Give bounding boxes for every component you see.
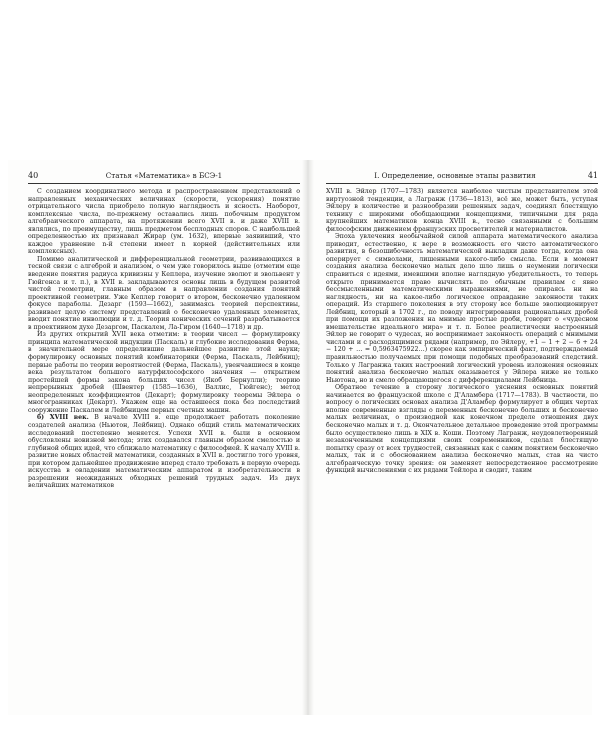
- running-head: Статья «Математика» в БСЭ-1: [105, 171, 223, 180]
- paragraph: Помимо аналитической и дифференциальной геометрии, развивающихся в тесной связи с алгеброй и анализом, о чем уже говорилось выше (отметим еще введение понятия радиуса кривизны у Кеплера, изучение эволют и эвольвент у Гюйгенса и т. п.), в XVII в. закладываются основы лишь в будущем развитой чистой геометрии, главным образом в направлении создания понятий проективной геометрии. Уже Кеплер говорит о втором, бесконечно удаленном фокусе параболы. Дезарг (1593—1662), занимаясь теорией перспективы, развивает целую систему представлений о бесконечно удаленных элементах, вводит понятие инволюции и т. д. Теория конических сечений разрабатывается в проективном духе Дезаргом, Паскалем, Ла-Гиром (1640—1718) и др.: [28, 255, 300, 331]
- right-page: [326, 170, 598, 475]
- paragraph: Эпоха увлечения необычайной силой аппарата математического анализа приводит, естественно, к вере в возможность его чисто автоматического развития, в безошибочность математической выкладки даже тогда, когда она оперирует с символами, лишенными какого-либо смысла. Если в момент создания анализа бесконечно малых дело шло лишь о неумении логически справиться с идеями, имевшими вполне наглядную убедительность, то теперь открыто принимается право вычислять по обычным правилам с явно бессмысленными математическими выражениями, не опираясь ни на наглядность, ни на какое-либо логическое оправдание законности таких операций. Из старшего поколения в эту сторону все больше эволюционирует Лейбниц, который в 1702 г., по поводу интегрирования рациональных дробей при помощи их разложения на мнимые простые дроби, говорит о «чудесном вмешательстве идеального мира» и т. п. Более реалистически настроенный Эйлер не говорит о чудесах, но воспринимает законность операций с мнимыми числами и с расходящимися рядами (например, по Эйлеру, +1 − 1 + 2 − 6 + 24 − 120 + … = 0,5963475922…) скорее как эмпирический факт, подтверждаемый правильностью получаемых при помощи подобных преобразований следствий. Только у Лагранжа таких настроений логический уровень изложения основных понятий анализа бесконечно малых оказывается у Эйлера ниже не только Ньютона, но и смело обращающегося с дифференциалами Лейбница.: [326, 233, 598, 384]
- left-page-body: [28, 188, 300, 490]
- header-rule: [326, 183, 598, 184]
- page-number: 40: [28, 171, 39, 180]
- paragraph: XVIII в. Эйлер (1707—1783) является наиболее чистым представителем этой виртуозной тенденции, а Лагранж (1736—1813), всё же, может быть, уступая Эйлеру в количестве и разнообразии решенных задач, соединял блестящую технику с широкими обобщающими концепциями, типичными для ряда крупнейших математиков конца XVIII в., тесно связанными с большим философским движением французских просветителей и материалистов.: [326, 188, 598, 233]
- paragraph: С созданием координатного метода и распространением представлений о направленных механических величинах (скорости, ускорения) понятие отрицательного числа приобрело полную наглядность и ясность. Наоборот, комплексные числа, по-прежнему оставались лишь побочным продуктом алгебраического аппарата, на протяжении всего XVII в. и даже XVIII в. являлись, по преимуществу, лишь предметом бесплодных споров. С наибольшей определенностью их признавал Жирар (ум. 1632), впервые заявивший, что каждое уравнение n-й степени имеет n корней (действительных или комплексных).: [28, 188, 300, 256]
- paragraph: [28, 414, 300, 489]
- header-rule: [28, 183, 300, 184]
- section-heading: б) XVIII век.: [37, 414, 89, 422]
- paragraph: Из других открытий XVII века отметим: в теории чисел — формулировку принципа математической индукции (Паскаль) и глубокие исследования Ферма, в значительной мере определившие дальнейшее развитие этой науки; формулировку основных понятий комбинаторики (Ферма, Паскаль, Лейбниц); первые работы по теории вероятностей (Ферма, Паскаль), увенчавшиеся в конце века результатом большого натурфилософского значения — открытием простейшей формы закона больших чисел (Якоб Бернулли); теорию непрерывных дробей (Швентер (1585—1636), Валлис, Гюйгенс); метод неопределенных коэффициентов (Декарт); формулировку теоремы Эйлера о многогранниках (Декарт). Укажем еще на оставшееся пока без последствий сооружение Паскалем и Лейбницем первых счетных машин.: [28, 331, 300, 414]
- left-page: [28, 170, 300, 490]
- paragraph: Обратное течение в сторону логического уяснения основных понятий начинается во французской школе с Д'Аламбера (1717—1783). В частности, по вопросу о логических основах анализа Д'Аламбер формулирует в общих чертах вполне современные взгляды о переменных бесконечно больших и бесконечно малых величинах, о производной как конечном пределе отношения двух бесконечно малых и т. д. Окончательное детальное проведение этой программы было осуществлено лишь в XIX в. Коши. Поэтому Лагранж, неудовлетворенный незаконченными концепциями своих современников, сделал блестящую попытку сразу от всех трудностей, связанных как с самим понятием бесконечно малых, так и с обоснованием анализа бесконечно малых, став на чисто алгебраическую точку зрения: он заменяет непосредственное рассмотрение функций вычислениями с их рядами Тейлора и сводит, таким: [326, 384, 598, 475]
- book-gutter: [302, 160, 314, 715]
- right-page-body: [326, 188, 598, 475]
- page-number: 41: [587, 171, 598, 180]
- book-spread: [8, 160, 598, 715]
- left-page-header: [28, 170, 300, 181]
- running-head: I. Определение, основные этапы развития: [374, 171, 536, 180]
- right-page-header: [326, 170, 598, 181]
- paragraph-text: В начале XVIII в. еще продолжает работать поколение создателей анализа (Ньютон, Лейбниц). Однако общий стиль математических исследований постепенно меняется. Успехи XVII в. были в основном обусловлены новизной метода; этих создавался главным образом смелостью и глубиной общих идей, что сближало математику с философией. К началу XVIII в. развитие новых областей математики, созданных в XVII в. достигло того уровня, при котором дальнейшее продвижение вперед стало требовать в первую очередь искусства в овладении математическим аппаратом и изобретательности в разрешении неожиданных обходных решений трудных задач. Из двух величайших математиков: [28, 414, 300, 490]
